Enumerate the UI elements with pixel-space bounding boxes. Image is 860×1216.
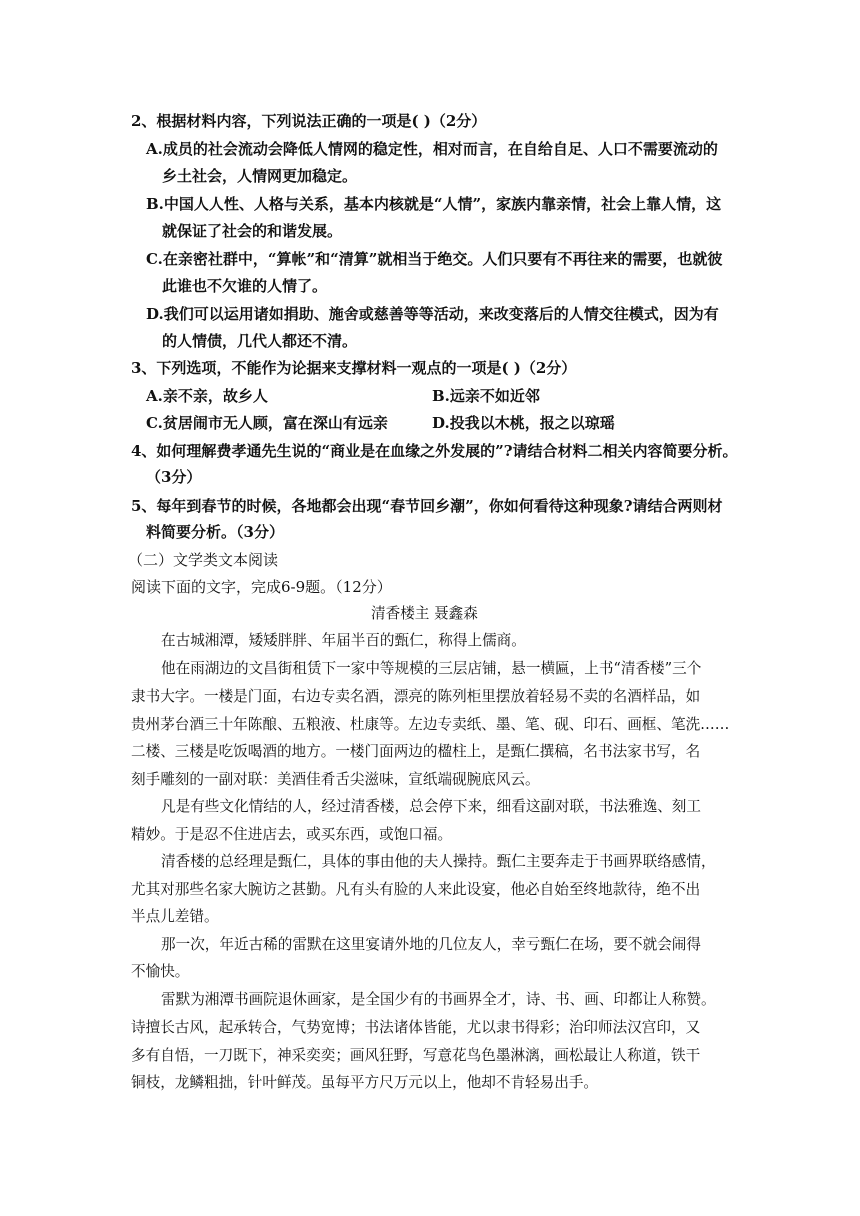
question-2-option-a: A.成员的社会流动会降低人情网的稳定性，相对而言，在自给自足、人口不需要流动的: [146, 140, 718, 158]
article-paragraph-6-line: 多有自悟，一刀既下，神采奕奕；画风狂野，写意花鸟色墨淋漓，画松最让人称道，铁干: [131, 1047, 701, 1064]
question-3-option-a: A.亲不亲，故乡人: [146, 387, 268, 405]
question-3-option-b: B.远亲不如近邻: [432, 387, 540, 405]
section-heading: （二）文学类文本阅读: [128, 551, 279, 569]
article-paragraph-2-line: 他在雨湖边的文昌街租赁下一家中等规模的三层店铺，悬一横匾，上书“清香楼”三个: [161, 660, 702, 677]
question-2-option-a-cont: 乡土社会，人情网更加稳定。: [162, 167, 358, 185]
article-paragraph-3-line: 凡是有些文化情结的人，经过清香楼，总会停下来，细看这副对联，书法雅逸、刻工: [161, 798, 701, 815]
question-4-score: （3分）: [146, 468, 202, 486]
article-title: 清香楼主 聂鑫森: [371, 605, 478, 622]
question-4-stem: 4、如何理解费孝通先生说的“商业是在血缘之外发展的”?请结合材料二相关内容简要分析。: [131, 442, 738, 460]
question-3-option-c: C.贫居闹市无人顾，富在深山有远亲: [146, 414, 388, 432]
article-paragraph-6-line: 铜枝，龙鳞粗拙，针叶鲜茂。虽每平方尺万元以上，他却不肯轻易出手。: [131, 1074, 599, 1091]
article-paragraph-2-line: 刻手雕刻的一副对联：美酒佳肴舌尖滋味，宣纸端砚腕底风云。: [131, 771, 540, 788]
question-2-option-d: D.我们可以运用诸如捐助、施舍或慈善等等活动，来改变落后的人情交往模式，因为有: [146, 305, 719, 323]
article-paragraph-4-line: 半点儿差错。: [131, 908, 219, 925]
question-2-option-c-cont: 此谁也不欠谁的人情了。: [162, 277, 328, 295]
article-paragraph-6-line: 诗擅长古风，起承转合，气势宽博；书法诸体皆能，尤以隶书得彩；治印师法汉宫印，又: [131, 1019, 701, 1036]
article-paragraph-1: 在古城湘潭，矮矮胖胖、年届半百的甄仁，称得上儒商。: [161, 632, 526, 649]
article-paragraph-2-line: 隶书大字。一楼是门面，右边专卖名酒，漂亮的陈列柜里摆放着轻易不卖的名酒样品，如: [131, 688, 701, 705]
question-5-stem: 5、每年到春节的时候，各地都会出现“春节回乡潮”，你如何看待这种现象?请结合两则材: [131, 497, 723, 515]
section-instruction: 阅读下面的文字，完成6-9题。（12分）: [131, 578, 392, 596]
question-2-option-b-cont: 就保证了社会的和谐发展。: [162, 222, 343, 240]
article-paragraph-3-line: 精妙。于是忍不住进店去，或买东西，或饱口福。: [131, 826, 453, 843]
question-3-option-d: D.投我以木桃，报之以琼瑶: [432, 414, 615, 432]
article-paragraph-5-line: 不愉快。: [131, 963, 190, 980]
article-paragraph-2-line: 贵州茅台酒三十年陈酿、五粮液、杜康等。左边专卖纸、墨、笔、砚、印石、画框、笔洗……: [131, 716, 730, 733]
question-3-stem: 3、下列选项，不能作为论据来支撑材料一观点的一项是( )（2分）: [131, 359, 577, 377]
question-2-option-c: C.在亲密社群中，“算帐”和“清算”就相当于绝交。人们只要有不再往来的需要，也就彼: [146, 250, 723, 268]
article-paragraph-6-line: 雷默为湘潭书画院退休画家，是全国少有的书画界全才，诗、书、画、印都让人称赞。: [161, 991, 716, 1008]
question-5-stem-cont: 料简要分析。（3分）: [146, 523, 284, 541]
question-2-stem: 2、根据材料内容，下列说法正确的一项是( )（2分）: [131, 112, 487, 130]
article-paragraph-4-line: 尤其对那些名家大腕访之甚勤。凡有头有脸的人来此设宴，他必自始至终地款待，绝不出: [131, 881, 701, 898]
question-2-option-b: B.中国人人性、人格与关系，基本内核就是“人情”，家族内靠亲情，社会上靠人情，这: [146, 195, 722, 213]
question-2-option-d-cont: 的人情债，几代人都还不清。: [162, 332, 358, 350]
article-paragraph-5-line: 那一次，年近古稀的雷默在这里宴请外地的几位友人，幸亏甄仁在场，要不就会闹得: [161, 936, 701, 953]
article-paragraph-2-line: 二楼、三楼是吃饭喝酒的地方。一楼门面两边的楹柱上，是甄仁撰稿，名书法家书写，名: [131, 743, 701, 760]
article-paragraph-4-line: 清香楼的总经理是甄仁，具体的事由他的夫人操持。甄仁主要奔走于书画界联络感情，: [161, 853, 716, 870]
